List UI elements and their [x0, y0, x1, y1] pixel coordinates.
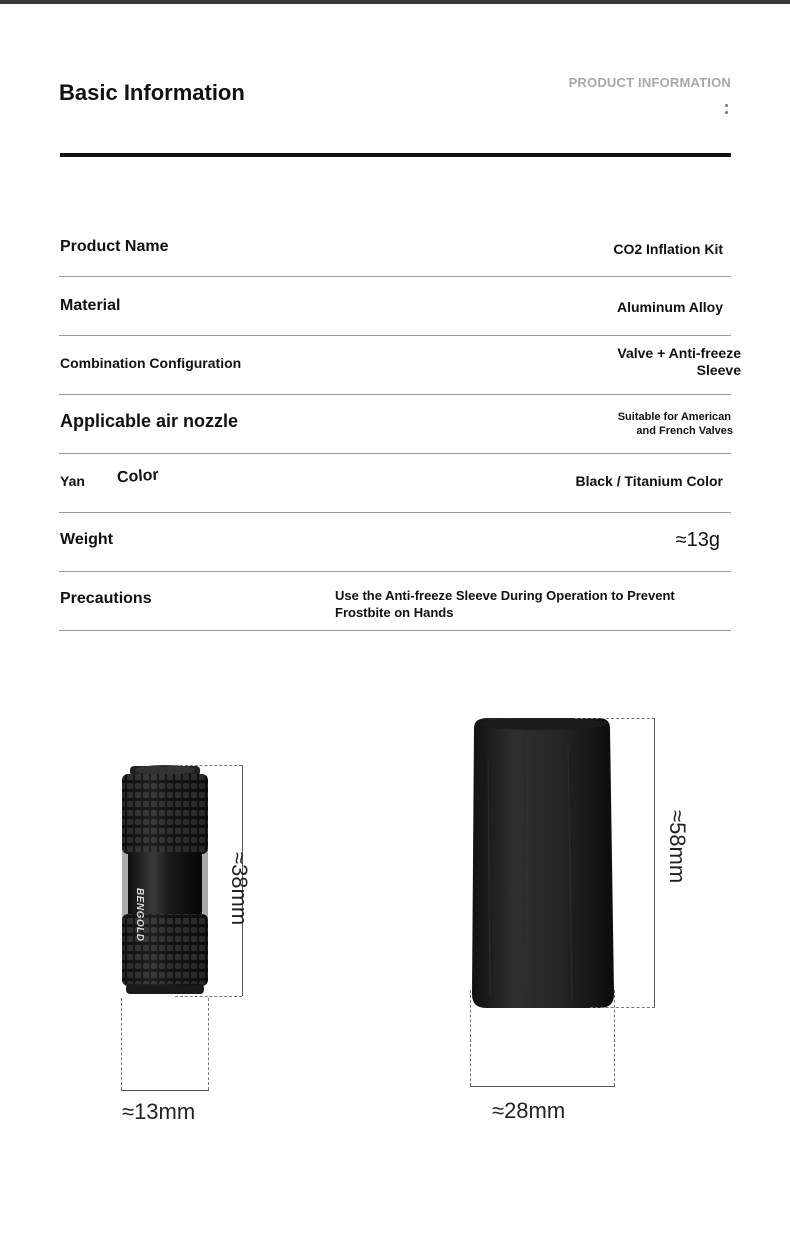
sleeve-dim-line [575, 718, 655, 719]
valve-image [118, 764, 212, 996]
spec-label: Weight [60, 531, 114, 548]
spec-row-air-nozzle [59, 395, 731, 454]
spec-value-line: Sleeve [696, 362, 741, 378]
sleeve-height-label: ≈58mm [665, 810, 690, 884]
spec-label: Material [60, 297, 121, 314]
spec-label: Yan [60, 473, 85, 489]
spec-label: Combination Configuration [60, 355, 242, 371]
spec-value: CO2 Inflation Kit [613, 241, 723, 257]
spec-value: Aluminum Alloy [616, 299, 723, 315]
section-subtitle: PRODUCT INFORMATION [568, 75, 731, 90]
section-title: Basic Information [59, 80, 245, 105]
more-dots-icon [725, 104, 729, 118]
valve-brand-text: BENGOLD [134, 888, 145, 942]
product-image-area [0, 620, 790, 1160]
title-divider [60, 153, 731, 157]
spec-row-material [59, 277, 731, 336]
sleeve-width-line [470, 1086, 615, 1087]
sleeve-dim-line [614, 990, 615, 1086]
sleeve-height-line [654, 718, 655, 1007]
valve-dim-line [175, 996, 242, 997]
spec-value: Black / Titanium Color [575, 473, 723, 489]
spec-label-extra: Color [116, 466, 160, 487]
sleeve-image [468, 716, 616, 1010]
valve-width-label: ≈13mm [122, 1099, 196, 1124]
spec-value-line: and French Valves [636, 425, 733, 437]
valve-dim-line [121, 998, 122, 1090]
spec-row-product-name [59, 218, 731, 277]
spec-label: Product Name [60, 238, 169, 255]
top-border [0, 0, 790, 4]
spec-value [618, 410, 733, 438]
spec-value-line: Valve + Anti-freeze [617, 345, 741, 361]
valve-dim-line [175, 765, 242, 766]
spec-value-line: Frostbite on Hands [335, 605, 454, 620]
spec-value-line: Suitable for American [617, 411, 731, 423]
spec-value [335, 587, 675, 621]
spec-label: Applicable air nozzle [60, 411, 239, 431]
valve-height-text: ≈38mm [227, 852, 252, 926]
spec-row-weight [59, 513, 731, 572]
valve-dim-line [208, 998, 209, 1090]
spec-value-line: Use the Anti-freeze Sleeve During Operation to Prevent [335, 588, 675, 603]
sleeve-dim-line [470, 990, 471, 1086]
spec-row-color [59, 454, 731, 513]
valve-width-line [121, 1090, 209, 1091]
spec-label: Precautions [60, 590, 152, 607]
spec-value: ≈13g [675, 529, 720, 551]
spec-row-combination [59, 336, 741, 395]
spec-value [617, 345, 741, 379]
spec-table [59, 218, 741, 631]
sleeve-dim-line [590, 1007, 655, 1008]
sleeve-width-label: ≈28mm [492, 1098, 566, 1123]
valve-height-label [226, 852, 252, 925]
